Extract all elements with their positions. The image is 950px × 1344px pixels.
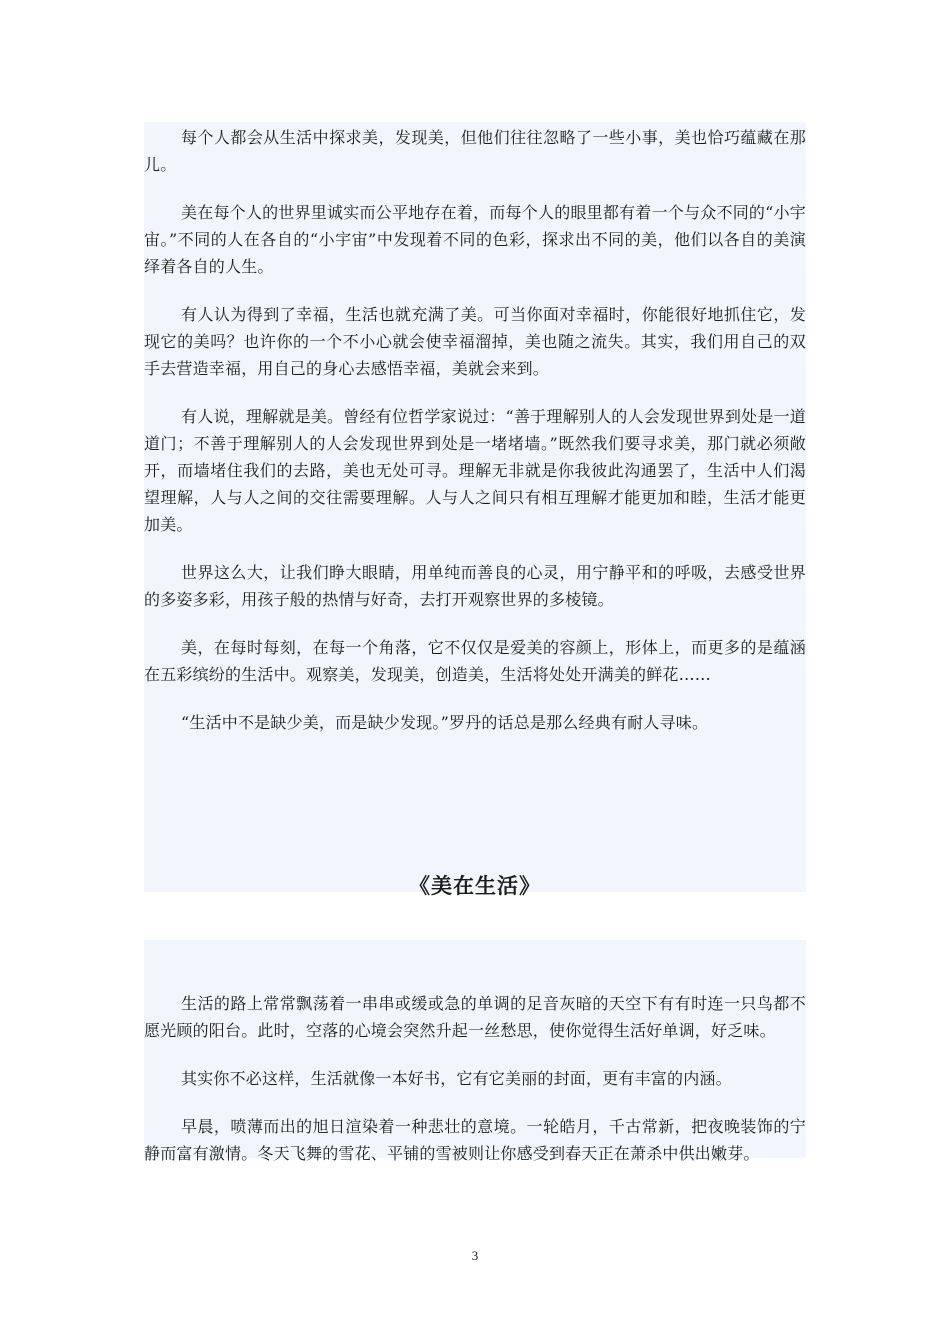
paragraph: 生活的路上常常飘荡着一串串或缓或急的单调的足音灰暗的天空下有有时连一只鸟都不愿光顾的阳台。此时，空落的心境会突然升起一丝愁思，使你觉得生活好单调，好乏味。 [144, 994, 806, 1040]
essay-title: 《美在生活》 [409, 873, 541, 898]
paragraph: 世界这么大，让我们睁大眼睛，用单纯而善良的心灵，用宁静平和的呼吸，去感受世界的多姿多彩，用孩子般的热情与好奇，去打开观察世界的多棱镜。 [144, 563, 806, 609]
paragraph: 美在每个人的世界里诚实而公平地存在着，而每个人的眼里都有着一个与众不同的“小宇宙。”不同的人在各自的“小宇宙”中发现着不同的色彩，探求出不同的美，他们以各自的美演绎着各自的人生。 [144, 203, 806, 276]
paragraph: “生活中不是缺少美，而是缺少发现。”罗丹的话总是那么经典有耐人寻味。 [181, 713, 709, 732]
paragraph: 有人说，理解就是美。曾经有位哲学家说过：“善于理解别人的人会发现世界到处是一道道门；不善于理解别人的人会发现世界到处是一堵堵墙。”既然我们要寻求美，那门就必须敞开，而墙堵住我们的去路，美也无处可寻。理解无非就是你我彼此沟通罢了，生活中人们渴望理解，人与人之间的交往需要理解。人与人之间只有相互理解才能更加和睦，生活才能更加美。 [144, 407, 806, 534]
paragraph: 美，在每时每刻，在每一个角落，它不仅仅是爱美的容颜上，形体上，而更多的是蕴涵在五彩缤纷的生活中。观察美，发现美，创造美，生活将处处开满美的鲜花…… [144, 638, 806, 684]
essay-body-top [144, 122, 806, 892]
paragraph: 其实你不必这样，生活就像一本好书，它有它美丽的封面，更有丰富的内涵。 [181, 1069, 732, 1088]
page-number: 3 [471, 1248, 479, 1263]
essay-body-bottom [144, 940, 806, 1163]
paragraph: 早晨，喷薄而出的旭日渲染着一种悲壮的意境。一轮皓月，千古常新，把夜晚装饰的宁静而富有激情。冬天飞舞的雪花、平铺的雪被则让你感受到春天正在萧杀中供出嫩芽。 [144, 1117, 806, 1163]
paragraph: 有人认为得到了幸福，生活也就充满了美。可当你面对幸福时，你能很好地抓住它，发现它的美吗？也许你的一个不小心就会使幸福溜掉，美也随之流失。其实，我们用自己的双手去营造幸福，用自己的身心去感悟幸福，美就会来到。 [144, 305, 806, 378]
paragraph: 每个人都会从生活中探求美，发现美，但他们往往忽略了一些小事，美也恰巧蕴藏在那儿。 [144, 128, 806, 174]
